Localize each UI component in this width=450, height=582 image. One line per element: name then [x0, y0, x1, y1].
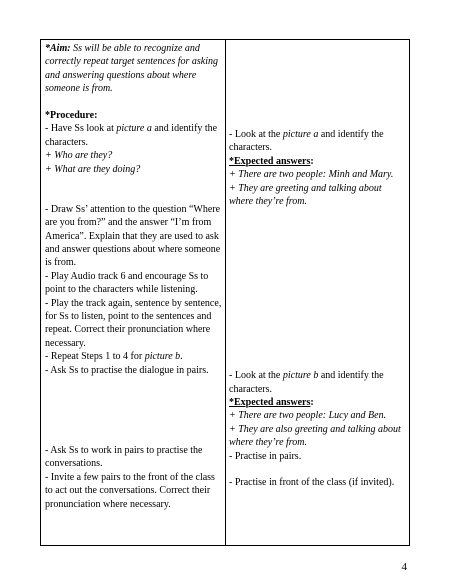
teacher-activities-column — [45, 42, 223, 511]
answer-a-1: + There are two people: Minh and Mary. — [229, 169, 394, 181]
procedure-step-3: - Play Audio track 6 and encourage Ss to point to the characters while listening. — [45, 270, 209, 296]
procedure-step-5: - Repeat Steps 1 to 4 for picture b. — [45, 351, 183, 363]
student-look-a: - Look at the picture a and identify the characters. — [229, 129, 384, 154]
student-activities-column — [229, 128, 407, 490]
expected-answers-b-label: *Expected answers: — [229, 397, 314, 409]
student-practise-front: - Practise in front of the class (if invited). — [229, 477, 395, 489]
procedure-step-1: - Have Ss look at picture a and identify the characters. — [45, 123, 218, 148]
student-practise-pairs: - Practise in pairs. — [229, 450, 302, 462]
student-look-b: - Look at the picture b and identify the characters. — [229, 370, 384, 395]
expected-answers-a-label: *Expected answers: — [229, 155, 314, 167]
procedure-step-7: - Ask Ss to work in pairs to practise the conversations. — [45, 445, 203, 470]
picture-a-ref: picture a — [116, 123, 152, 135]
aim-paragraph — [45, 42, 223, 96]
procedure-step-6: - Ask Ss to practise the dialogue in pairs. — [45, 364, 209, 376]
picture-b-ref: picture b — [144, 351, 181, 363]
column-divider — [225, 40, 226, 545]
question-what: + What are they doing? — [45, 163, 141, 175]
procedure-step-2: - Draw Ss’ attention to the question “Where are you from?” and the answer “I’m from America”. Explain that they are used to ask and answer questions about where someone is from. — [45, 203, 221, 269]
answer-b-1: + There are two people: Lucy and Ben. — [229, 410, 387, 422]
procedure-heading: *Procedure: — [45, 110, 98, 122]
procedure-step-4: - Play the track again, sentence by sentence, for Ss to listen, point to the sentences and repeat. Correct their pronunciation where necessary. — [45, 297, 222, 349]
aim-text: Ss will be able to recognize and correctly repeat target sentences for asking and answering questions about where someone is from. — [45, 43, 219, 95]
aim-label: *Aim: — [45, 43, 71, 54]
answer-a-2: + They are greeting and talking about where they’re from. — [229, 182, 382, 208]
procedure-step-8: - Invite a few pairs to the front of the class to act out the conversations. Correct their pronunciation where necessary. — [45, 471, 215, 510]
answer-b-2: + They are also greeting and talking about where they’re from. — [229, 423, 401, 449]
page-number: 4 — [401, 561, 407, 573]
question-who: + Who are they? — [45, 150, 113, 162]
lesson-table — [40, 39, 410, 546]
